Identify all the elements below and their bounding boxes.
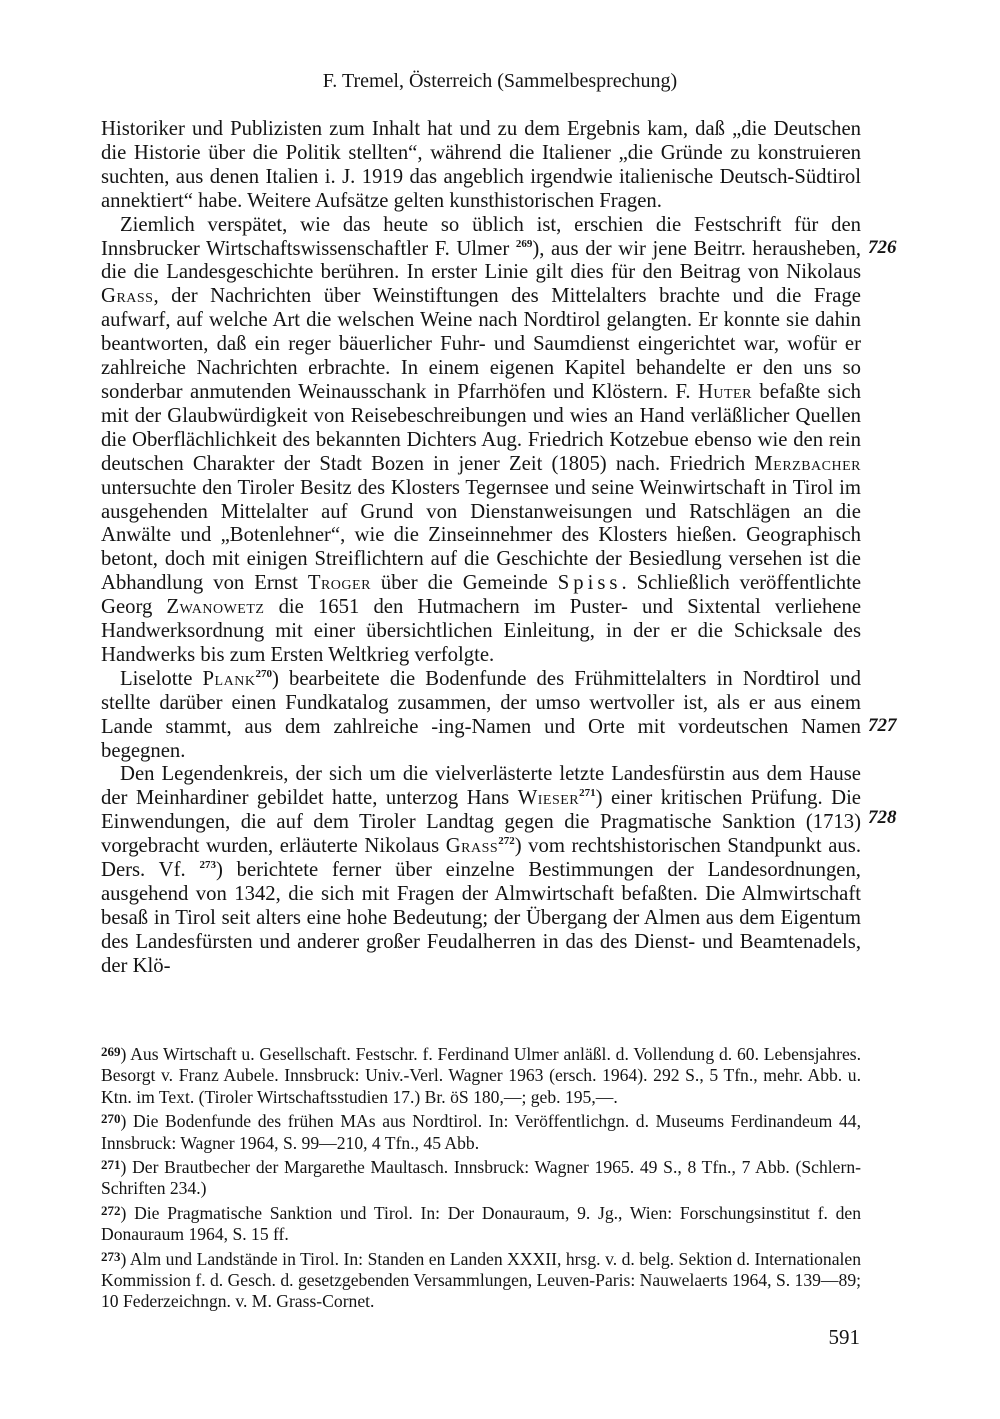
text-run: . Schließlich veröffentlichte Georg [101,572,861,619]
text-run: Den Legendenkreis, der sich um die vielverlästerte letzte Landesfürstin aus dem Hause der Meinhardiner gebildet hatte, unterzog Hans [101,763,861,810]
author-name-plank: Plank [202,667,256,690]
footnote-number: 269 [101,1044,121,1059]
margin-number-728: 728 [868,807,897,828]
footnote-ref-269: 269 [515,237,533,250]
footnote-number: 273 [101,1248,121,1264]
text-run: Ziemlich verspätet, wie das heute so üblich ist, erschien die Festschrift für den Innsbrucker Wirtschaftswissenschaftler F. Ulmer [101,213,861,260]
author-name-grass-2: Grass [445,835,499,858]
footnote-273 [101,1246,861,1313]
footnote-270 [101,1108,861,1154]
footnote-text: ) Der Brautbecher der Margarethe Maultasch. Innsbruck: Wagner 1965. 49 S., 8 Tfn., 7 Abb. (Schlern-Schriften 234.) [101,1157,861,1199]
footnote-ref-271: 271 [579,787,596,800]
footnote-text: ) Aus Wirtschaft u. Gesellschaft. Festschr. f. Ferdinand Ulmer anläßl. d. Vollendung d. 60. Lebensjahres. Besorgt v. Franz Aubele. Innsbruck: Univ.-Verl. Wagner 1963 (ersch. 1964). 292 S., 5 Tfn., mehr. Abb. u. Ktn. im Text. (Tiroler Wirtschaftsstudien 17.) Br. öS 180,—; geb. 195,—. [101,1044,861,1107]
text-run: , der Nachrichten über Weinstiftungen des Mittelalters brachte und die Frage aufwarf, auf welche Art die welschen Weine nach Nordtirol gelangten. Er konnte sie dahin beantworten, daß ein reger bäuerlicher Fuhr- und Saumdienst eingerichtet war, wofür er zahlreiche Nachrichten erbrachte. In einem eigenen Kapitel behandelte er den uns so sonderbar anmutenden Weinausschank in Pfarrhöfen und Klöstern. F. [101,285,861,403]
text-run: befaßte sich mit der Glaubwürdigkeit von Reisebeschreibungen und wies an Hand verläßlicher Quellen die Oberflächlichkeit des bekannten Dichters Aug. Friedrich Kotzebue ebenso wie den rein deutschen Charakter der Stadt Bozen in jener Zeit (1805) nach. Friedrich [101,380,861,475]
author-name-merzbacher: Merzbacher [754,452,861,475]
text-run: ), aus der wir jene Beitrr. herausheben, die die Landesgeschichte berühren. In erster Linie gilt dies für den Beitrag von Nikolaus [101,237,861,284]
body-text [101,118,861,979]
text-run: ) einer kritischen Prüfung. Die Einwendungen, die auf dem Tiroler Landtag gegen die Pragmatische Sanktion (1713) vorgebracht wurden, erläuterte Nikolaus [101,787,861,858]
footnote-271 [101,1154,861,1200]
footnote-269 [101,1041,861,1108]
footnote-number: 271 [101,1157,121,1173]
margin-number-727: 727 [868,715,897,736]
author-name-wieser: Wieser [517,787,580,810]
running-header: F. Tremel, Österreich (Sammelbesprechung) [322,70,678,92]
text-run: die 1651 den Hutmachern im Puster- und Sixtental verliehene Handwerksordnung mit einer übersichtlichen Einleitung, in der er die Schicksale des Handwerks bis zum Ersten Weltkrieg verfolgte. [101,596,861,666]
author-name-huter: Huter [697,380,752,403]
text-run: ) vom rechtshistorischen Standpunkt aus. Ders. Vf. [101,835,861,882]
text-run: Liselotte [120,667,203,690]
text-run: über die Gemeinde [370,572,558,595]
footnote-text: ) Die Pragmatische Sanktion und Tirol. In: Der Donauraum, 9. Jg., Wien: Forschungsinstitut f. den Donauraum 1964, S. 15 ff. [101,1202,861,1245]
footnote-ref-272: 272 [498,835,515,848]
margin-number-726: 726 [868,237,897,258]
text-run: ) bearbeitete die Bodenfunde des Frühmittelalters in Nordtirol und stellte darüber einen Fundkatalog zusammen, der umso wertvoller ist, als er aus einem Lande stammt, aus dem zahlreiche -ing-Namen und Orte mit vordeutschen Namen begegnen. [101,667,862,762]
footnote-number: 272 [101,1202,121,1218]
paragraph-3 [101,668,861,764]
footnote-ref-273: 273 [199,859,216,872]
place-name-spiss: Spiss [557,572,622,595]
footnote-text: ) Alm und Landstände in Tirol. In: Standen en Landen XXXII, hrsg. v. d. belg. Sektion d. Internationalen Kommission f. d. Gesch. d. gesetzgebenden Versammlungen, Leuven-Paris: Nauwelaerts 1964, S. 139—89; 10 Federzeichngn. v. M. Grass-Cornet. [101,1248,861,1312]
paragraph-1: Historiker und Publizisten zum Inhalt hat und zu dem Ergebnis kam, daß „die Deutschen die Historie über die Politik stellten“, während die Italiener „die Gründe zu konstruieren suchten, aus denen Italien i. J. 1919 das angeblich irgendwie italienische Deutsch-Südtirol annektiert“ habe. Weitere Aufsätze gelten kunsthistorischen Fragen. [101,118,861,212]
footnote-272 [101,1200,861,1246]
author-name-troger: Troger [307,572,371,595]
footnote-text: ) Die Bodenfunde des frühen MAs aus Nordtirol. In: Veröffentlichgn. d. Museums Ferdinandeum 44, Innsbruck: Wagner 1964, S. 99—210, 4 Tfn., 45 Abb. [101,1111,861,1153]
text-run: untersuchte den Tiroler Besitz des Klosters Tegernsee und seine Weinwirtschaft in Tirol im ausgehenden Mittelalter auf Grund von Dienstanweisungen und Ratschlägen an die Anwälte und „Botenlehner“, wie die Zinseinnehmer des Klosters hießen. Geographisch betont, doch mit einigen Streiflichtern auf die Geschichte der Besiedlung versehen ist die Abhandlung von Ernst [101,476,861,595]
page-number: 591 [828,1325,860,1349]
paragraph-4 [101,763,861,978]
footnotes [101,1041,861,1313]
text-run: ) berichtete ferner über einzelne Bestimmungen der Landesordnungen, ausgehend von 1342, die sich mit Fragen der Almwirtschaft befaßten. Die Almwirtschaft besaß in Tirol seit alters eine hohe Bedeutung; der Übergang der Almen aus dem Eigentum des Landesfürsten und anderer großer Feudalherren in das des Dienst- und Beamtenadels, der Klö- [101,859,861,977]
footnote-ref-270: 270 [255,667,272,680]
footnote-number: 270 [101,1111,121,1127]
author-name-zwanowetz: Zwanowetz [166,596,265,619]
author-name-grass: Grass [101,285,154,308]
paragraph-2 [101,214,861,668]
